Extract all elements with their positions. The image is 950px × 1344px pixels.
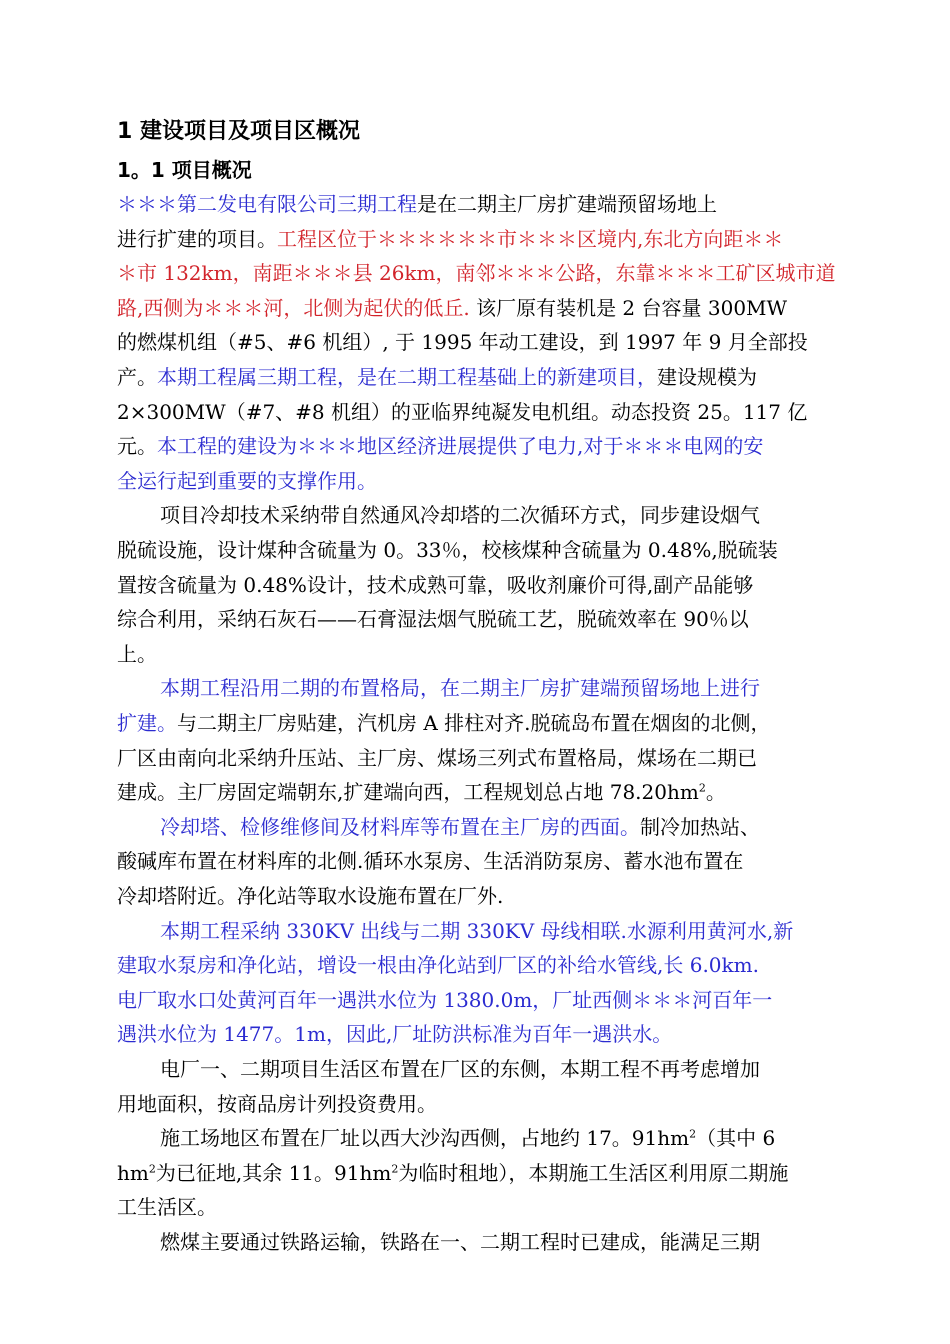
text-segment: 工程区位于＊＊＊＊＊＊市＊＊＊区境内,东北方向距＊＊ — [277, 226, 784, 251]
text-segment: 为已征地,其余 11。91hm — [155, 1160, 392, 1185]
text-segment: 产。 — [117, 365, 157, 389]
text-line — [117, 464, 839, 498]
text-segment: 施工场地区布置在厂址以西大沙沟西侧，占地约 17。91hm — [160, 1126, 690, 1151]
text-segment: 制冷加热站、 — [640, 814, 760, 839]
text-segment: 进行扩建的项目。 — [117, 226, 277, 251]
text-line — [117, 602, 839, 636]
text-segment: ＊市 132km，南距＊＊＊县 26km，南邻＊＊＊公路，东靠＊＊＊工矿区城市道 — [117, 261, 836, 286]
text-line — [117, 637, 839, 671]
text-line — [117, 706, 839, 740]
text-segment: 建设规模为 — [657, 365, 757, 389]
text-line — [117, 983, 839, 1017]
text-segment: hm — [117, 1160, 149, 1185]
text-segment: 置按含硫量为 0.48%设计，技术成熟可靠，吸收剂廉价可得,副产品能够 — [117, 572, 754, 597]
text-line — [160, 1052, 839, 1086]
text-line — [117, 879, 839, 913]
text-line — [117, 1156, 839, 1190]
text-segment: 电厂取水口处黄河百年一遇洪水位为 1380.0m，厂址西侧＊＊＊河百年一 — [117, 987, 773, 1012]
section-heading: 1 建设项目及项目区概况 — [117, 119, 360, 144]
text-line — [117, 948, 839, 982]
text-line — [117, 568, 839, 602]
superscript: 2 — [391, 1162, 399, 1176]
text-segment: 该厂原有装机是 2 台容量 300MW — [469, 295, 788, 320]
text-segment: 燃煤主要通过铁路运输，铁路在一、二期工程时已建成，能满足三期 — [160, 1230, 760, 1254]
text-line — [160, 914, 839, 948]
text-line — [117, 775, 839, 809]
text-segment: 建成。主厂房固定端朝东,扩建端向西，工程规划总占地 78.20hm — [117, 780, 699, 805]
text-segment: 上。 — [117, 641, 157, 666]
text-segment: 工生活区。 — [117, 1195, 217, 1220]
text-line — [117, 741, 839, 775]
text-segment: 用地面积，按商品房计列投资费用。 — [117, 1091, 437, 1116]
text-line — [117, 360, 839, 394]
superscript: 2 — [148, 1162, 156, 1176]
text-line — [160, 1225, 839, 1259]
text-segment: ＊＊＊第二发电有限公司三期工程 — [117, 192, 417, 216]
text-segment: 冷却塔附近。净化站等取水设施布置在厂外. — [117, 884, 504, 908]
text-segment: 。 — [705, 780, 726, 805]
text-line — [117, 844, 839, 878]
text-segment: 本工程的建设为＊＊＊地区经济进展提供了电力,对于＊＊＊电网的安 — [157, 434, 764, 459]
text-segment: 本期工程属三期工程，是在二期工程基础上的新建项目， — [157, 365, 657, 389]
text-line — [117, 256, 839, 290]
text-line — [117, 1017, 839, 1051]
text-segment: 扩建。 — [117, 711, 177, 735]
text-segment: 为临时租地），本期施工生活区利用原二期施 — [398, 1160, 789, 1185]
text-segment: 是在二期主厂房扩建端预留场地上 — [417, 192, 717, 216]
text-segment: 建取水泵房和净化站，增设一根由净化站到厂区的补给水管线,长 6.0km. — [117, 953, 759, 978]
text-segment: 本期工程沿用二期的布置格局，在二期主厂房扩建端预留场地上进行 — [160, 676, 760, 701]
text-segment: 遇洪水位为 1477。1m，因此,厂址防洪标准为百年一遇洪水。 — [117, 1022, 673, 1047]
text-segment: 综合利用，采纳石灰石——石膏湿法烟气脱硫工艺，脱硫效率在 90％以 — [117, 607, 749, 632]
text-line — [117, 429, 839, 463]
text-line — [160, 498, 839, 532]
text-line — [160, 671, 839, 705]
text-segment: （其中 6 — [696, 1126, 776, 1151]
text-segment: 酸碱库布置在材料库的北侧.循环水泵房、生活消防泵房、蓄水池布置在 — [117, 849, 744, 874]
text-segment: 路,西侧为＊＊＊河，北侧为起伏的低丘. — [117, 295, 470, 320]
text-line — [117, 533, 839, 567]
text-segment: 与二期主厂房贴建，汽机房 A 排柱对齐.脱硫岛布置在烟囱的北侧， — [177, 711, 771, 735]
text-segment: 2×300MW（#7、#8 机组）的亚临界纯凝发电机组。动态投资 25。117 亿 — [117, 399, 808, 424]
text-line — [117, 395, 839, 429]
text-line — [160, 1121, 839, 1155]
text-segment: 电厂一、二期项目生活区布置在厂区的东侧，本期工程不再考虑增加 — [160, 1057, 760, 1081]
text-segment: 元。 — [117, 434, 157, 459]
text-segment: 的燃煤机组（#5、#6 机组）, 于 1995 年动工建设，到 1997 年 9 月全部投 — [117, 330, 808, 355]
text-line — [117, 291, 839, 325]
subsection-heading: 1。1 项目概况 — [117, 158, 252, 182]
text-segment: 冷却塔、检修维修间及材料库等布置在主厂房的西面。 — [160, 814, 640, 839]
text-segment: 厂区由南向北采纳升压站、主厂房、煤场三列式布置格局，煤场在二期已 — [117, 745, 757, 770]
text-line — [160, 810, 839, 844]
superscript: 2 — [689, 1127, 697, 1141]
text-segment: 脱硫设施，设计煤种含硫量为 0。33％，校核煤种含硫量为 0.48%,脱硫装 — [117, 538, 778, 562]
text-line — [117, 187, 839, 221]
text-line — [117, 1190, 839, 1224]
text-segment: 项目冷却技术采纳带自然通风冷却塔的二次循环方式，同步建设烟气 — [160, 503, 760, 528]
text-line — [117, 222, 839, 256]
text-segment: 本期工程采纳 330KV 出线与二期 330KV 母线相联.水源利用黄河水,新 — [160, 918, 794, 943]
text-line — [117, 1087, 839, 1121]
text-segment: 全运行起到重要的支撑作用。 — [117, 468, 377, 493]
superscript: 2 — [698, 781, 706, 795]
text-line — [117, 325, 839, 359]
